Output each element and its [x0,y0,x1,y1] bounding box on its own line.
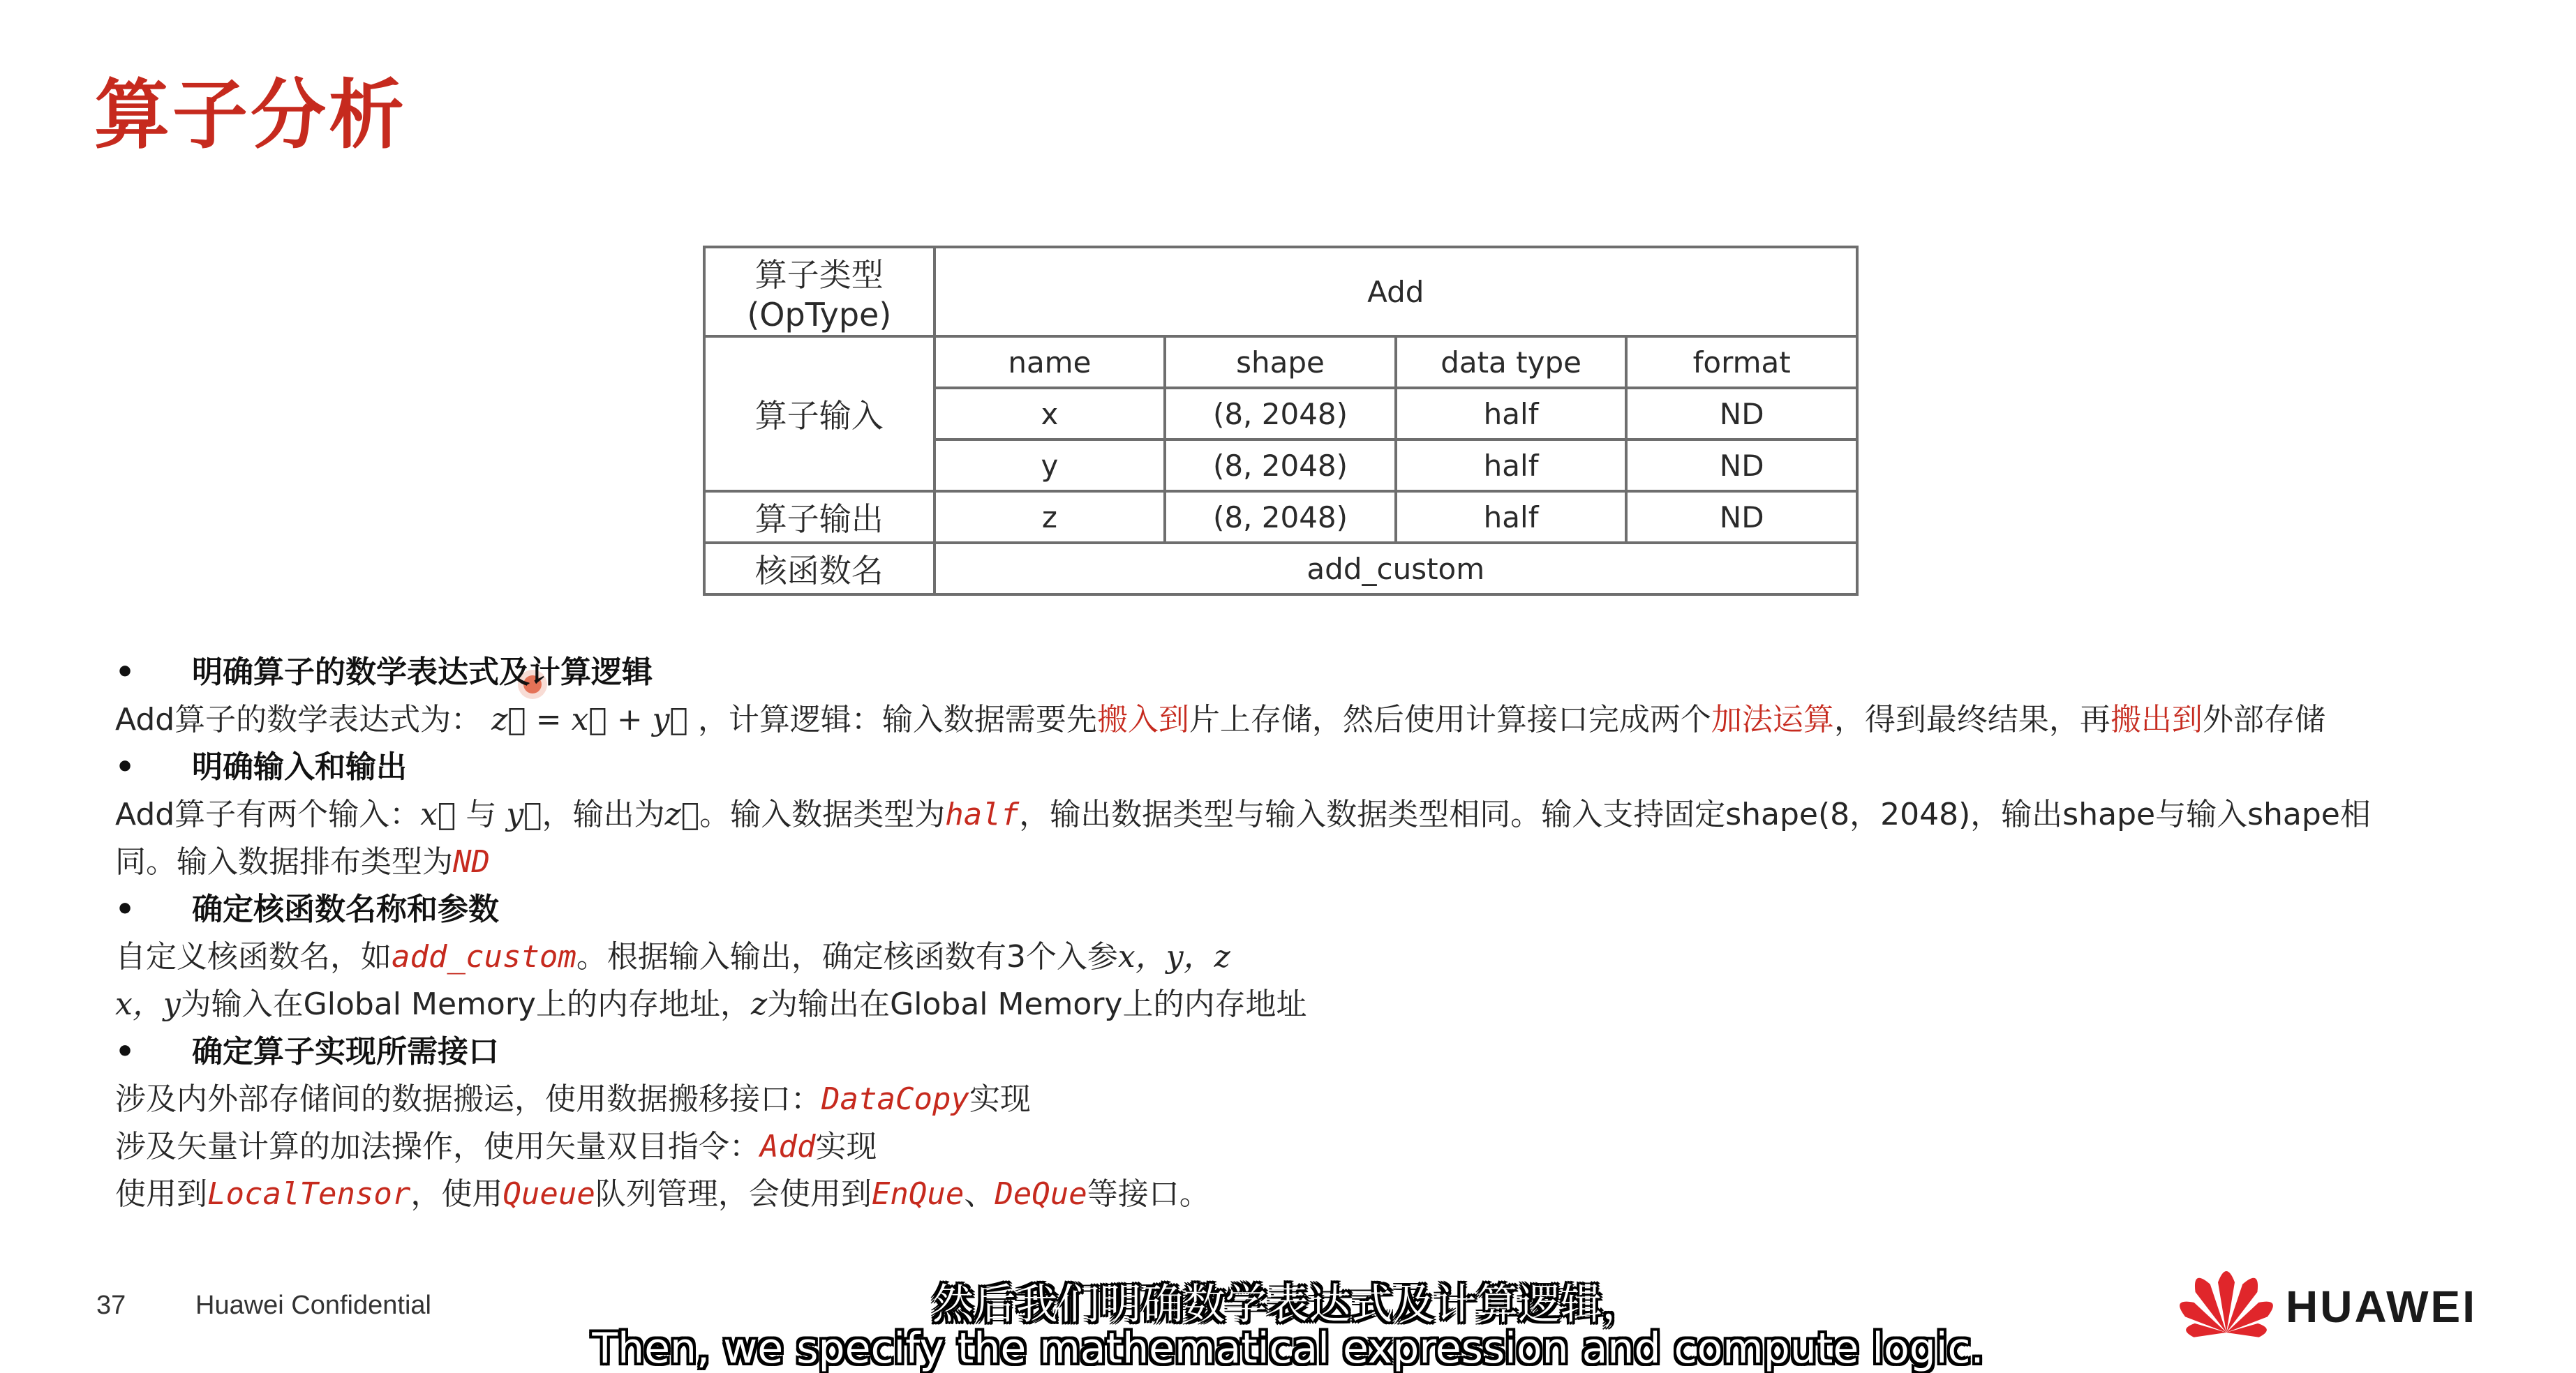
text: 使用到 [115,1176,207,1212]
table-row [704,543,1857,594]
kernel-label: 核函数名 [704,543,935,594]
optype-value: Add [935,247,1857,336]
io-paragraph [115,791,2383,886]
params: x，y [115,986,181,1022]
bullet-kernel [115,886,2383,933]
params: z [750,986,768,1022]
subtitle-chinese: 然后我们明确数学表达式及计算逻辑， [932,1280,1644,1329]
bullet-title: 明确算子的数学表达式及计算逻辑 [192,654,653,690]
text: 、 [964,1176,995,1212]
kernel-value: add_custom [935,543,1857,594]
bullet-interfaces [115,1028,2383,1076]
header-name: name [935,336,1166,388]
text: 外部存储 [2202,702,2325,737]
kernel-name-code: add_custom [392,939,576,975]
text: 等接口。 [1087,1176,1210,1212]
slide-title: 算子分析 [94,72,408,159]
text: 队列管理，会使用到 [595,1176,872,1212]
var-x: x⃗ [420,797,456,832]
text: 涉及矢量计算的加法操作，使用矢量双目指令： [115,1129,760,1164]
highlight: 搬入到 [1096,702,1189,737]
text: 为输出在Global Memory上的内存地址 [767,986,1307,1022]
dtype-code: half [945,797,1020,832]
bullet-icon: • [115,749,135,785]
text: 实现 [815,1129,877,1164]
text: ，使用 [410,1176,503,1212]
input-x-name: x [935,388,1166,440]
output-z-shape: (8, 2048) [1165,491,1396,543]
text: ，输出为 [542,797,665,832]
header-format: format [1626,336,1857,388]
input-y-dtype: half [1396,440,1627,491]
input-label: 算子输入 [704,336,935,491]
interface-line-1 [115,1076,2383,1123]
highlight: 搬出到 [2110,702,2203,737]
header-dtype: data type [1396,336,1627,388]
text: 为输入在Global Memory上的内存地址， [180,986,751,1022]
input-y-shape: (8, 2048) [1165,440,1396,491]
bullet-title: 明确输入和输出 [192,749,407,785]
optype-label [704,247,935,336]
text: ，计算逻辑：输入数据需要先 [697,702,1097,737]
text: 与 [456,797,507,832]
output-z-format: ND [1626,491,1857,543]
optype-label-zh: 算子类型 [754,256,884,294]
page-number: 37 [96,1291,126,1320]
bullet-icon: • [115,654,135,690]
api-code: LocalTensor [207,1176,411,1212]
output-z-name: z [935,491,1166,543]
interface-line-3 [115,1171,2383,1218]
input-x-dtype: half [1396,388,1627,440]
var-y: y⃗ [506,797,542,832]
analysis-body [115,649,2383,1218]
var-z: z⃗ [664,797,700,832]
brand-name: HUAWEI [2286,1282,2477,1332]
text: 。根据输入输出，确定核函数有3个入参 [576,939,1118,975]
api-code: DeQue [995,1176,1087,1212]
bullet-icon: • [115,892,135,927]
text: Add算子的数学表达式为： [115,702,482,737]
text: 实现 [969,1081,1031,1117]
text: 自定义核函数名，如 [115,939,392,975]
input-x-shape: (8, 2048) [1165,388,1396,440]
text: 涉及内外部存储间的数据搬运，使用数据搬移接口： [115,1081,821,1117]
expression-paragraph [115,696,2383,744]
bullet-io [115,744,2383,791]
bullet-icon: • [115,1034,135,1070]
text: ，输出数据类型与输入数据类型相同。输入支持固定shape(8，2048)，输出shape与输入shape相同。输入数据排布类型为 [115,797,2371,880]
text: 片上存储，然后使用计算接口完成两个 [1189,702,1711,737]
bullet-title: 确定核函数名称和参数 [192,892,499,927]
text: 。输入数据类型为 [699,797,946,832]
input-x-format: ND [1626,388,1857,440]
optype-label-en: (OpType) [747,296,892,333]
highlight: 加法运算 [1711,702,1834,737]
kernel-paragraph-1 [115,933,2383,981]
output-label: 算子输出 [704,491,935,543]
subtitle-english: Then, we specify the mathematical expression and compute logic. [592,1324,1984,1373]
api-code: Queue [502,1176,595,1212]
text: ，得到最终结果，再 [1833,702,2110,737]
table-row [704,491,1857,543]
input-y-name: y [935,440,1166,491]
format-code: ND [453,844,490,880]
kernel-paragraph-2 [115,981,2383,1028]
api-code: DataCopy [821,1081,969,1117]
input-y-format: ND [1626,440,1857,491]
operator-table [703,246,1859,596]
interface-line-2 [115,1123,2383,1171]
bullet-expression [115,649,2383,696]
output-z-dtype: half [1396,491,1627,543]
api-code: EnQue [871,1176,965,1212]
formula: z⃗ = x⃗ + y⃗ [491,702,688,737]
text: Add算子有两个输入： [115,797,421,832]
api-code: Add [760,1129,816,1164]
params: x，y，z [1117,939,1230,975]
bullet-title: 确定算子实现所需接口 [192,1034,499,1070]
header-shape: shape [1165,336,1396,388]
confidential-label: Huawei Confidential [195,1291,431,1320]
